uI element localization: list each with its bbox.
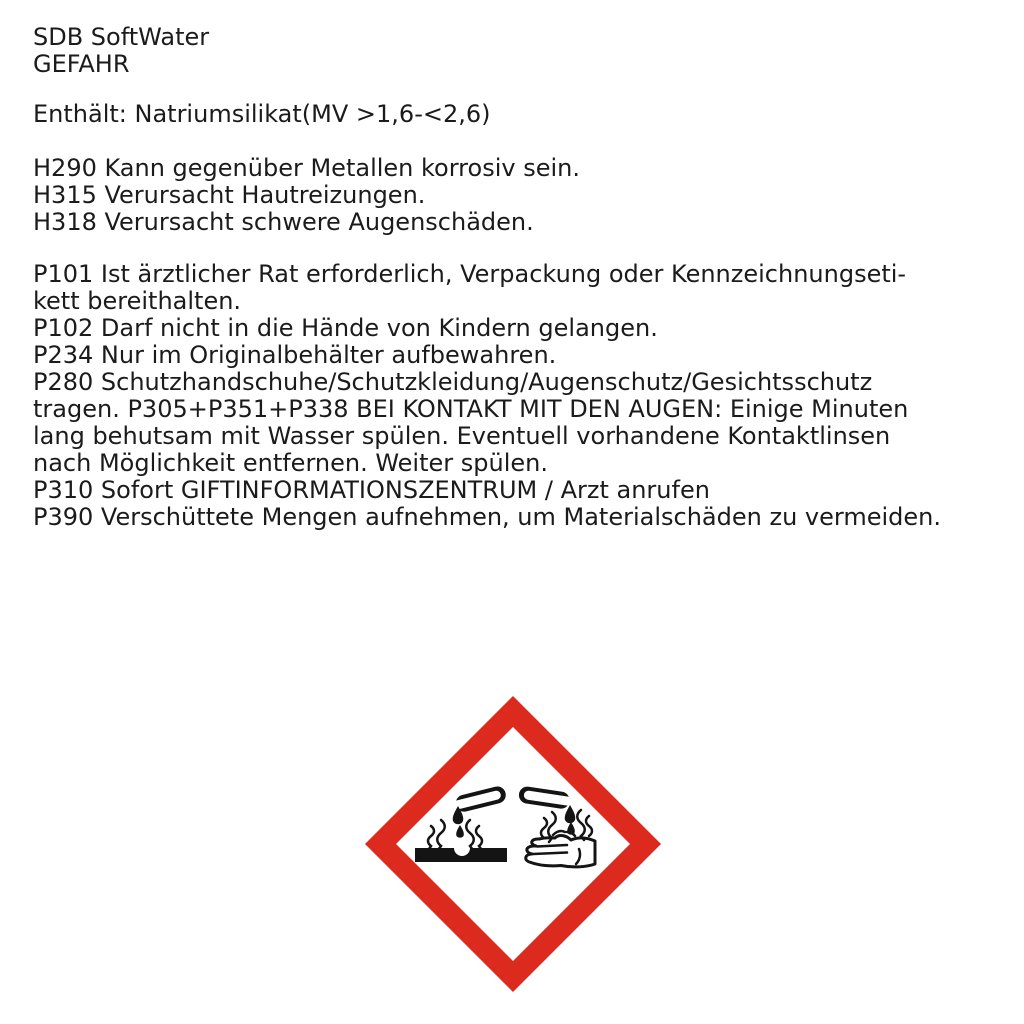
label-header: [33, 24, 1014, 78]
precautionary-line: tragen. P305+P351+P338 BEI KONTAKT MIT DEN AUGEN: Einige Minuten: [33, 395, 909, 423]
contains-section: [33, 101, 1014, 128]
precautionary-line: P390 Verschüttete Mengen aufnehmen, um Materialschäden zu vermeiden.: [33, 503, 941, 531]
product-name: SDB SoftWater: [33, 23, 210, 51]
precautionary-line: lang behutsam mit Wasser spülen. Eventuell vorhandene Kontaktlinsen: [33, 422, 891, 450]
hazard-statements: [33, 155, 1014, 236]
precautionary-line: nach Möglichkeit entfernen. Weiter spülen.: [33, 449, 548, 477]
ghs05-corrosion-icon: [363, 694, 663, 994]
precautionary-line: kett bereithalten.: [33, 287, 242, 315]
hazard-statement: H318 Verursacht schwere Augenschäden.: [33, 208, 534, 236]
precautionary-line: P234 Nur im Originalbehälter aufbewahren.: [33, 341, 557, 369]
hazard-statement: H315 Verursacht Hautreizungen.: [33, 181, 426, 209]
signal-word: GEFAHR: [33, 50, 130, 78]
precautionary-line: P280 Schutzhandschuhe/Schutzkleidung/Augenschutz/Gesichtsschutz: [33, 368, 873, 396]
precautionary-statements: [33, 261, 1014, 531]
precautionary-line: P102 Darf nicht in die Hände von Kindern gelangen.: [33, 314, 658, 342]
precautionary-line: P101 Ist ärztlicher Rat erforderlich, Verpackung oder Kennzeichnungseti-: [33, 260, 907, 288]
contains-statement: Enthält: Natriumsilikat(MV >1,6-<2,6): [33, 100, 491, 128]
precautionary-line: P310 Sofort GIFTINFORMATIONSZENTRUM / Arzt anrufen: [33, 476, 710, 504]
hazard-statement: H290 Kann gegenüber Metallen korrosiv sein.: [33, 154, 580, 182]
